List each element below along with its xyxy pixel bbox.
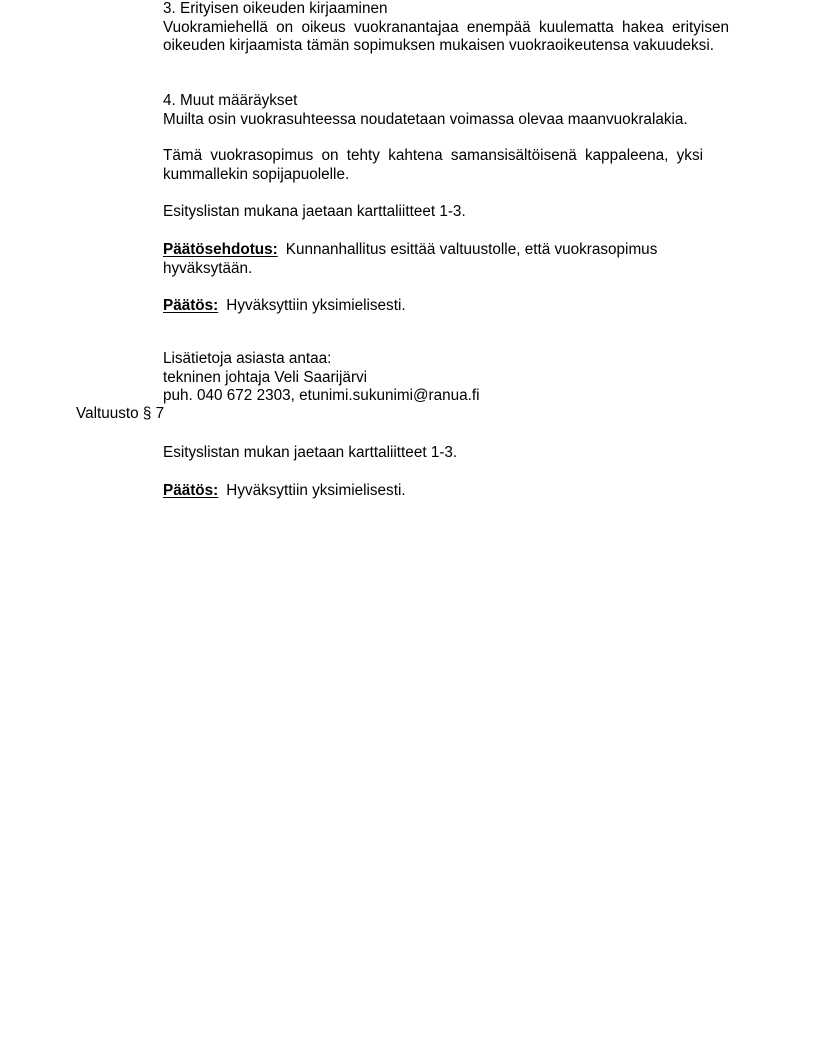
attachments-statement-text: Esityslistan mukana jaetaan karttaliitteet 1-3. (163, 203, 466, 220)
decision-text: Hyväksyttiin yksimielisesti. (226, 297, 406, 314)
proposal-block (163, 241, 688, 278)
proposal-text: Kunnanhallitus esittää valtuustolle, että vuokrasopimus hyväksytään. (163, 241, 658, 277)
contact-person: tekninen johtaja Veli Saarijärvi (163, 368, 368, 386)
other-provisions-heading: 4. Muut määräykset (163, 92, 298, 109)
copies-statement: Tämä vuokrasopimus on tehty kahtena samansisältöisenä kappaleena, yksi kummallekin sopijapuolelle. (163, 147, 703, 183)
council-decision-text: Hyväksyttiin yksimielisesti. (226, 482, 406, 499)
other-provisions-paragraph: Muilta osin vuokrasuhteessa noudatetaan voimassa olevaa maanvuokralakia. (163, 110, 688, 128)
contact-intro: Lisätietoja asiasta antaa: (163, 350, 332, 367)
attachments-statement (163, 203, 733, 222)
decision-label: Päätös: (163, 297, 219, 314)
special-rights-heading: 3. Erityisen oikeuden kirjaaminen (163, 0, 388, 17)
contact-phone-email: puh. 040 672 2303, etunimi.sukunimi@ranua.fi (163, 387, 480, 405)
council-decision-label: Päätös: (163, 482, 219, 499)
contact-block (163, 350, 733, 406)
council-attachments-statement (163, 444, 733, 463)
council-attachments-text: Esityslistan mukan jaetaan karttaliitteet 1-3. (163, 444, 458, 461)
special-rights-section (163, 0, 733, 56)
council-decision-block (163, 482, 733, 501)
decision-block (163, 297, 733, 316)
council-heading: Valtuusto § 7 (76, 405, 165, 422)
other-provisions-section (163, 92, 733, 129)
proposal-label: Päätösehdotus: (163, 241, 278, 258)
special-rights-paragraph: Vuokramiehellä on oikeus vuokranantajaa enempää kuulematta hakea erityisen oikeuden kirjaamista tämän sopimuksen mukaisen vuokraoikeutensa vakuudeksi. (163, 18, 729, 55)
